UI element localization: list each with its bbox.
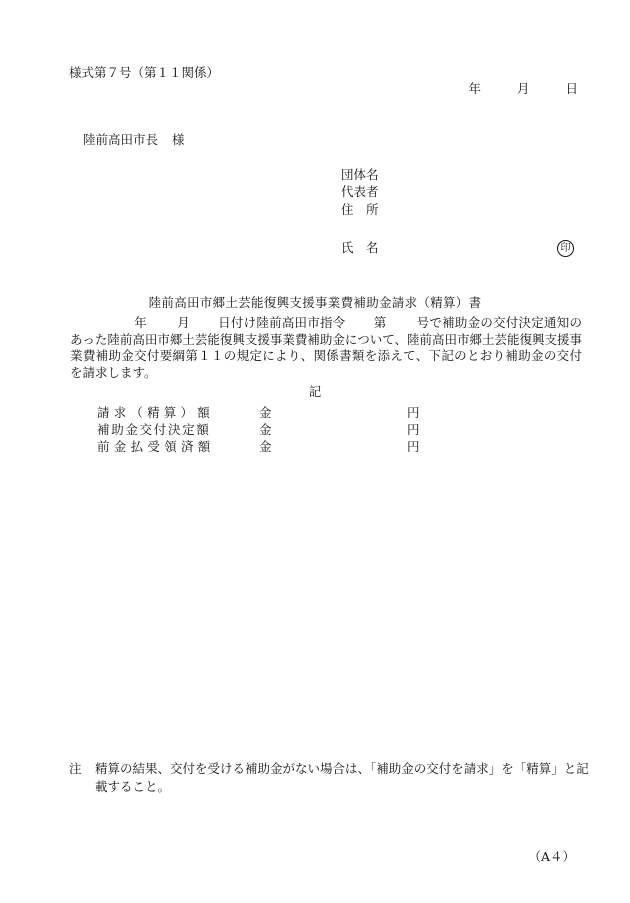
group-name-label: 団体名 [341,167,379,182]
paper-size-mark: （A４） [528,849,575,864]
amount-row-request [97,403,427,420]
applicant-name-label: 氏 名 [341,240,379,255]
body-month-label: 月 [176,315,190,330]
date-year-label: 年 [468,81,481,96]
footnote-mark: 注 [69,761,82,776]
addressee [83,134,185,147]
date-day-label: 日 [565,81,578,96]
date-line [468,83,578,96]
amount-label: 請求（精算）額 [97,405,214,420]
address-label: 住 所 [341,202,379,217]
date-month-label: 月 [516,81,530,96]
footnote-text: 精算の結果、交付を受ける補助金がない場合は、「補助金の交付を請求」を「精算」と記載すること。 [95,761,589,794]
representative-label: 代表者 [341,184,379,199]
yen-label: 円 [407,405,420,420]
kin-label: 金 [259,405,272,420]
kin-label: 金 [259,439,272,454]
document-title: 陸前高田市郷土芸能復興支援事業費補助金請求（精算）書 [148,295,482,310]
amount-row-prepaid [97,437,427,454]
seal-mark: 印 [557,240,574,257]
body-text-part-1: 日付け陸前高田市指令 [217,315,346,330]
form-number: 様式第７号（第１１関係） [69,65,220,80]
body-year-label: 年 [134,315,147,330]
kin-label: 金 [259,422,272,437]
footnote [69,760,589,796]
yen-label: 円 [407,439,420,454]
amount-label: 前金払受領済額 [97,439,215,454]
body-dai-label: 第 [373,315,387,330]
addressee-honorific: 様 [172,132,185,147]
body-text-part-2: 号で補助金の交付決定通知のあった陸前高田市郷土芸能復興支援事業費補助金について、陸前高田市郷土芸能復興支援事業費補助金交付要綱第１１の規定により、関係書類を添えて、下記のとおり補助金の交付を請求します。 [70,315,582,380]
yen-label: 円 [407,422,420,437]
body-paragraph [70,315,582,381]
amount-label: 補助金交付決定額 [97,422,211,437]
amount-row-decided [97,420,427,437]
ki-heading: 記 [308,384,322,399]
addressee-name: 陸前高田市長 [83,132,159,147]
